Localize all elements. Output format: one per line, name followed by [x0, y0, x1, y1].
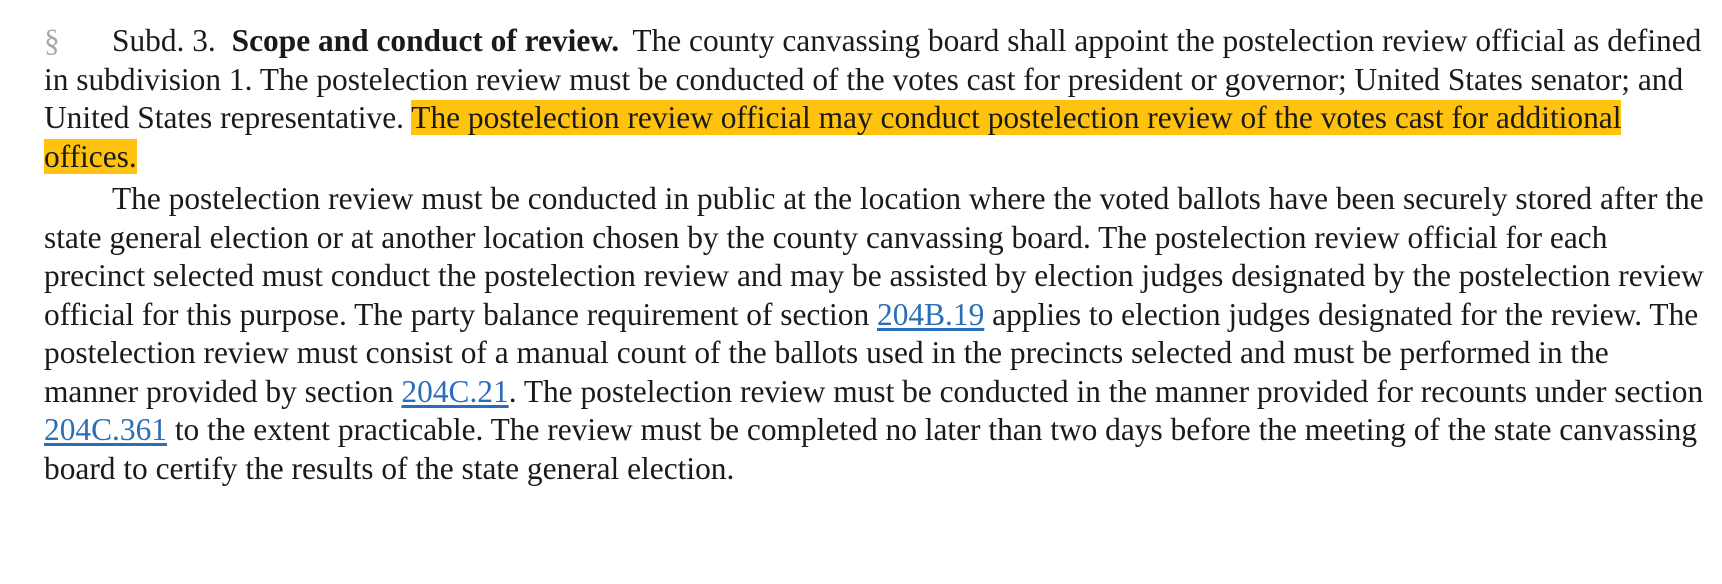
section-link-204c-21[interactable]: 204C.21	[401, 373, 509, 409]
section-symbol[interactable]: §	[44, 23, 60, 58]
subdivision-number: Subd. 3.	[112, 23, 216, 58]
paragraph-text-2: applies to election judges designated for the review. The postelection review must consist of a manual count of the ballots used in the precincts selected and must be performed in the manner provided by section	[44, 296, 1699, 409]
paragraph-text-4: to the extent practicable. The review must be completed no later than two days before the meeting of the state canvassing board to certify the results of the state general election.	[44, 412, 1698, 486]
section-link-204b-19[interactable]: 204B.19	[877, 296, 985, 332]
subdivision-headnote: Scope and conduct of review.	[231, 23, 620, 58]
subdivision-3-paragraph	[44, 22, 1704, 176]
subdivision-body-text: The county canvassing board shall appoint the postelection review official as defined in subdivision 1. The postelection review must be conducted of the votes cast for president or governor; United States senator; and United States representative.	[44, 23, 1702, 135]
paragraph-text-3: . The postelection review must be conducted in the manner provided for recounts under section	[508, 373, 1704, 409]
paragraph-text-1: The postelection review must be conducted in public at the location where the voted ballots have been securely stored after the state general election or at another location chosen by the county canvassing board. The postelection review official for each precinct selected must conduct the postelection review and may be assisted by election judges designated by the postelection review official for this purpose. The party balance requirement of section	[44, 181, 1704, 332]
review-conduct-paragraph	[44, 180, 1704, 488]
section-link-204c-361[interactable]: 204C.361	[44, 412, 167, 447]
highlighted-sentence: The postelection review official may conduct postelection review of the votes cast for additional offices.	[44, 100, 1622, 174]
